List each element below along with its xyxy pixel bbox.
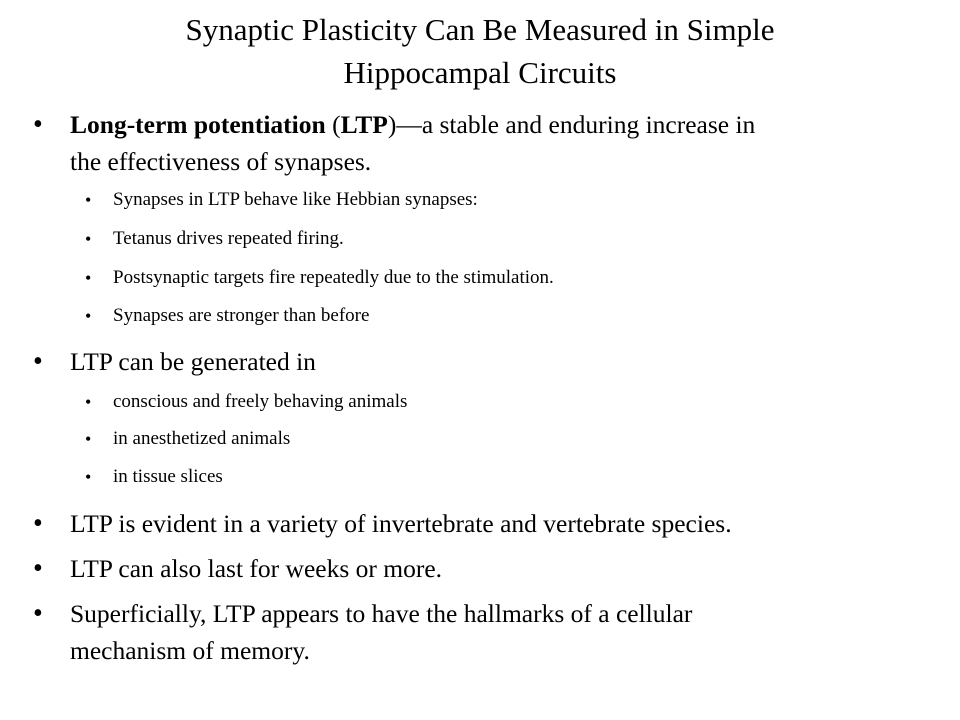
sub-list-item-text: conscious and freely behaving animals — [113, 391, 408, 412]
sub-list-item-text: Tetanus drives repeated firing. — [113, 228, 344, 249]
bullet-icon: • — [85, 268, 92, 288]
sub-list-item-text: in tissue slices — [113, 466, 223, 487]
sub-list-item-text: Postsynaptic targets fire repeatedly due to the stimulation. — [113, 267, 554, 288]
bullet-icon: • — [85, 190, 92, 210]
list-item-line: mechanism of memory. — [70, 636, 310, 665]
list-item-line: the effectiveness of synapses. — [70, 147, 372, 176]
list-item-line: Superficially, LTP appears to have the hallmarks of a cellular — [70, 599, 693, 628]
sub-list-item-text: Synapses in LTP behave like Hebbian synapses: — [113, 189, 478, 210]
bullet-icon: • — [33, 553, 43, 584]
bold-term: Long-term potentiation — [70, 110, 326, 139]
list-item-line — [70, 106, 950, 143]
paren-open: ( — [325, 110, 341, 139]
slide-title-line1: Synaptic Plasticity Can Be Measured in Simple — [185, 12, 775, 47]
bullet-icon: • — [33, 508, 43, 539]
bullet-icon: • — [33, 598, 43, 629]
bullet-icon: • — [85, 306, 92, 326]
list-item-text: LTP is evident in a variety of invertebrate and vertebrate species. — [70, 509, 732, 538]
sub-list-item-text: in anesthetized animals — [113, 428, 291, 449]
slide-title — [60, 8, 900, 94]
bullet-icon: • — [85, 467, 92, 487]
sub-list-item-text: Synapses are stronger than before — [113, 305, 370, 326]
bullet-icon: • — [85, 429, 92, 449]
bullet-icon: • — [33, 346, 43, 377]
list-item-text: LTP can also last for weeks or more. — [70, 554, 443, 583]
list-item-text: LTP can be generated in — [70, 347, 316, 376]
bullet-icon: • — [85, 229, 92, 249]
slide-title-line2: Hippocampal Circuits — [343, 55, 617, 90]
list-item-text — [70, 595, 950, 669]
list-item-text — [70, 106, 950, 180]
definition-text: )—a stable and enduring increase in — [387, 110, 756, 139]
bullet-icon: • — [33, 109, 43, 140]
bullet-icon: • — [85, 392, 92, 412]
bold-abbrev: LTP — [340, 110, 388, 139]
